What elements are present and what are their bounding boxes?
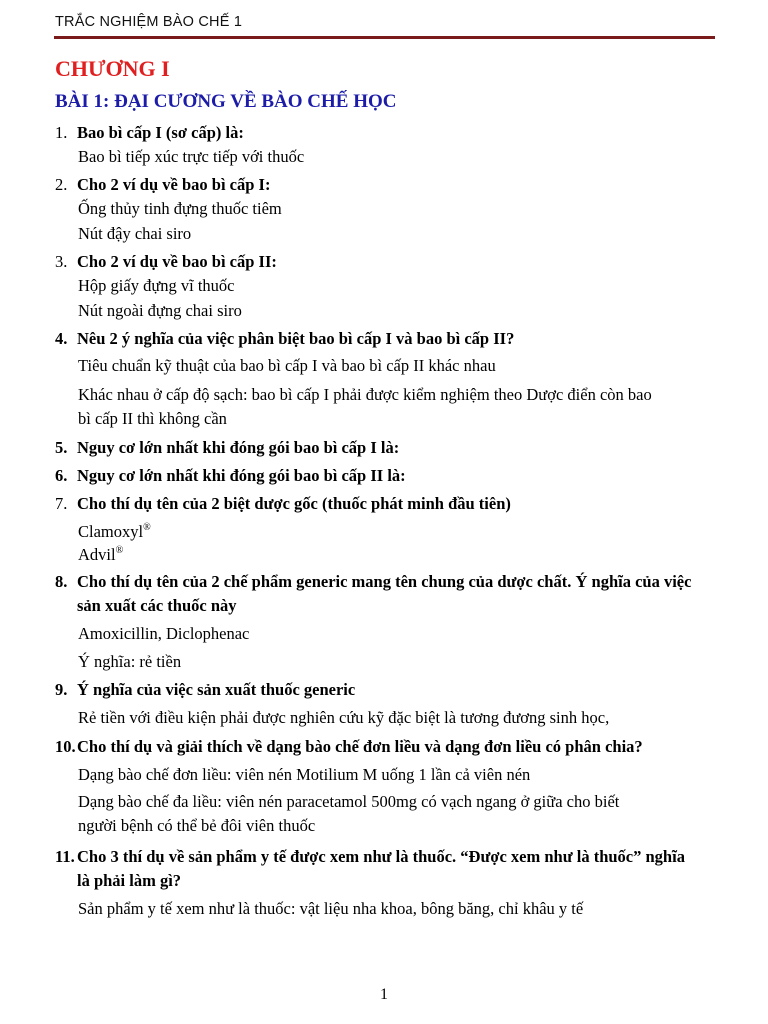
registered-mark: ® — [143, 522, 151, 533]
question-6 — [55, 464, 725, 488]
question-text: Cho 3 thí dụ về sản phẩm y tế được xem như là thuốc. “Được xem như là thuốc” nghĩa — [77, 847, 685, 866]
question-7 — [55, 492, 725, 516]
question-number: 3. — [55, 252, 68, 271]
question-number: 9. — [55, 680, 68, 699]
question-10 — [55, 735, 725, 759]
registered-mark: ® — [115, 545, 124, 556]
drug-name: Advil — [78, 545, 116, 564]
lesson-title: BÀI 1: ĐẠI CƯƠNG VỀ BÀO CHẾ HỌC — [55, 91, 397, 112]
question-4 — [55, 327, 725, 351]
question-text: Nguy cơ lớn nhất khi đóng gói bao bì cấp II là: — [77, 466, 406, 485]
question-8 — [55, 570, 725, 618]
question-3 — [55, 250, 725, 274]
question-text: Cho 2 ví dụ về bao bì cấp I: — [77, 175, 271, 194]
question-text-cont: sản xuất các thuốc này — [77, 596, 237, 615]
answer: người bệnh có thể bẻ đôi viên thuốc — [78, 816, 316, 835]
question-1 — [55, 121, 725, 145]
question-number: 11. — [55, 847, 75, 866]
answer: Tiêu chuẩn kỹ thuật của bao bì cấp I và bao bì cấp II khác nhau — [78, 356, 496, 375]
answer: Rẻ tiền với điều kiện phải được nghiên cứu kỹ đặc biệt là tương đương sinh học, — [78, 708, 610, 727]
question-5 — [55, 436, 725, 460]
answer: Dạng bào chế đơn liều: viên nén Motilium M uống 1 lần cả viên nén — [78, 765, 531, 784]
header-rule — [54, 36, 715, 39]
answer: bì cấp II thì không cần — [78, 409, 227, 428]
question-text: Ý nghĩa của việc sản xuất thuốc generic — [77, 680, 356, 699]
question-9 — [55, 678, 725, 702]
question-number: 2. — [55, 175, 68, 194]
chapter-title: CHƯƠNG I — [55, 56, 170, 81]
answer: Sản phẩm y tế xem như là thuốc: vật liệu nha khoa, bông băng, chỉ khâu y tế — [78, 899, 584, 918]
page-number: 1 — [380, 986, 388, 1003]
answer — [78, 539, 718, 567]
answer: Hộp giấy đựng vĩ thuốc — [78, 276, 235, 295]
answer: Nút ngoài đựng chai siro — [78, 301, 242, 320]
question-text: Bao bì cấp I (sơ cấp) là: — [77, 123, 244, 142]
answer: Bao bì tiếp xúc trực tiếp với thuốc — [78, 147, 305, 166]
answer: Khác nhau ở cấp độ sạch: bao bì cấp I phải được kiểm nghiệm theo Dược điển còn bao — [78, 385, 652, 404]
answer: Amoxicillin, Diclophenac — [78, 624, 250, 643]
answer: Ý nghĩa: rẻ tiền — [78, 652, 182, 671]
question-number: 8. — [55, 572, 68, 591]
question-text: Cho thí dụ tên của 2 biệt dược gốc (thuốc phát minh đầu tiên) — [77, 494, 511, 513]
question-number: 4. — [55, 329, 68, 348]
question-text: Cho thí dụ tên của 2 chế phẩm generic mang tên chung của dược chất. Ý nghĩa của việc — [77, 572, 692, 591]
drug-name: Clamoxyl — [78, 522, 144, 541]
answer: Nút đậy chai siro — [78, 224, 192, 243]
question-number: 1. — [55, 123, 68, 142]
question-text: Cho thí dụ và giải thích về dạng bào chế đơn liều và dạng đơn liều có phân chia? — [77, 737, 643, 756]
question-number: 7. — [55, 494, 68, 513]
question-11 — [55, 845, 725, 893]
question-text-cont: là phải làm gì? — [77, 871, 182, 890]
question-text: Nguy cơ lớn nhất khi đóng gói bao bì cấp I là: — [77, 438, 400, 457]
page-header: TRẮC NGHIỆM BÀO CHẾ 1 — [55, 14, 243, 30]
question-number: 5. — [55, 438, 68, 457]
answer: Ống thủy tinh đựng thuốc tiêm — [78, 199, 282, 218]
question-number: 6. — [55, 466, 68, 485]
question-2 — [55, 173, 725, 197]
question-number: 10. — [55, 737, 76, 756]
answer: Dạng bào chế đa liều: viên nén paracetamol 500mg có vạch ngang ở giữa cho biết — [78, 792, 620, 811]
question-text: Cho 2 ví dụ về bao bì cấp II: — [77, 252, 277, 271]
question-text: Nêu 2 ý nghĩa của việc phân biệt bao bì cấp I và bao bì cấp II? — [77, 329, 515, 348]
